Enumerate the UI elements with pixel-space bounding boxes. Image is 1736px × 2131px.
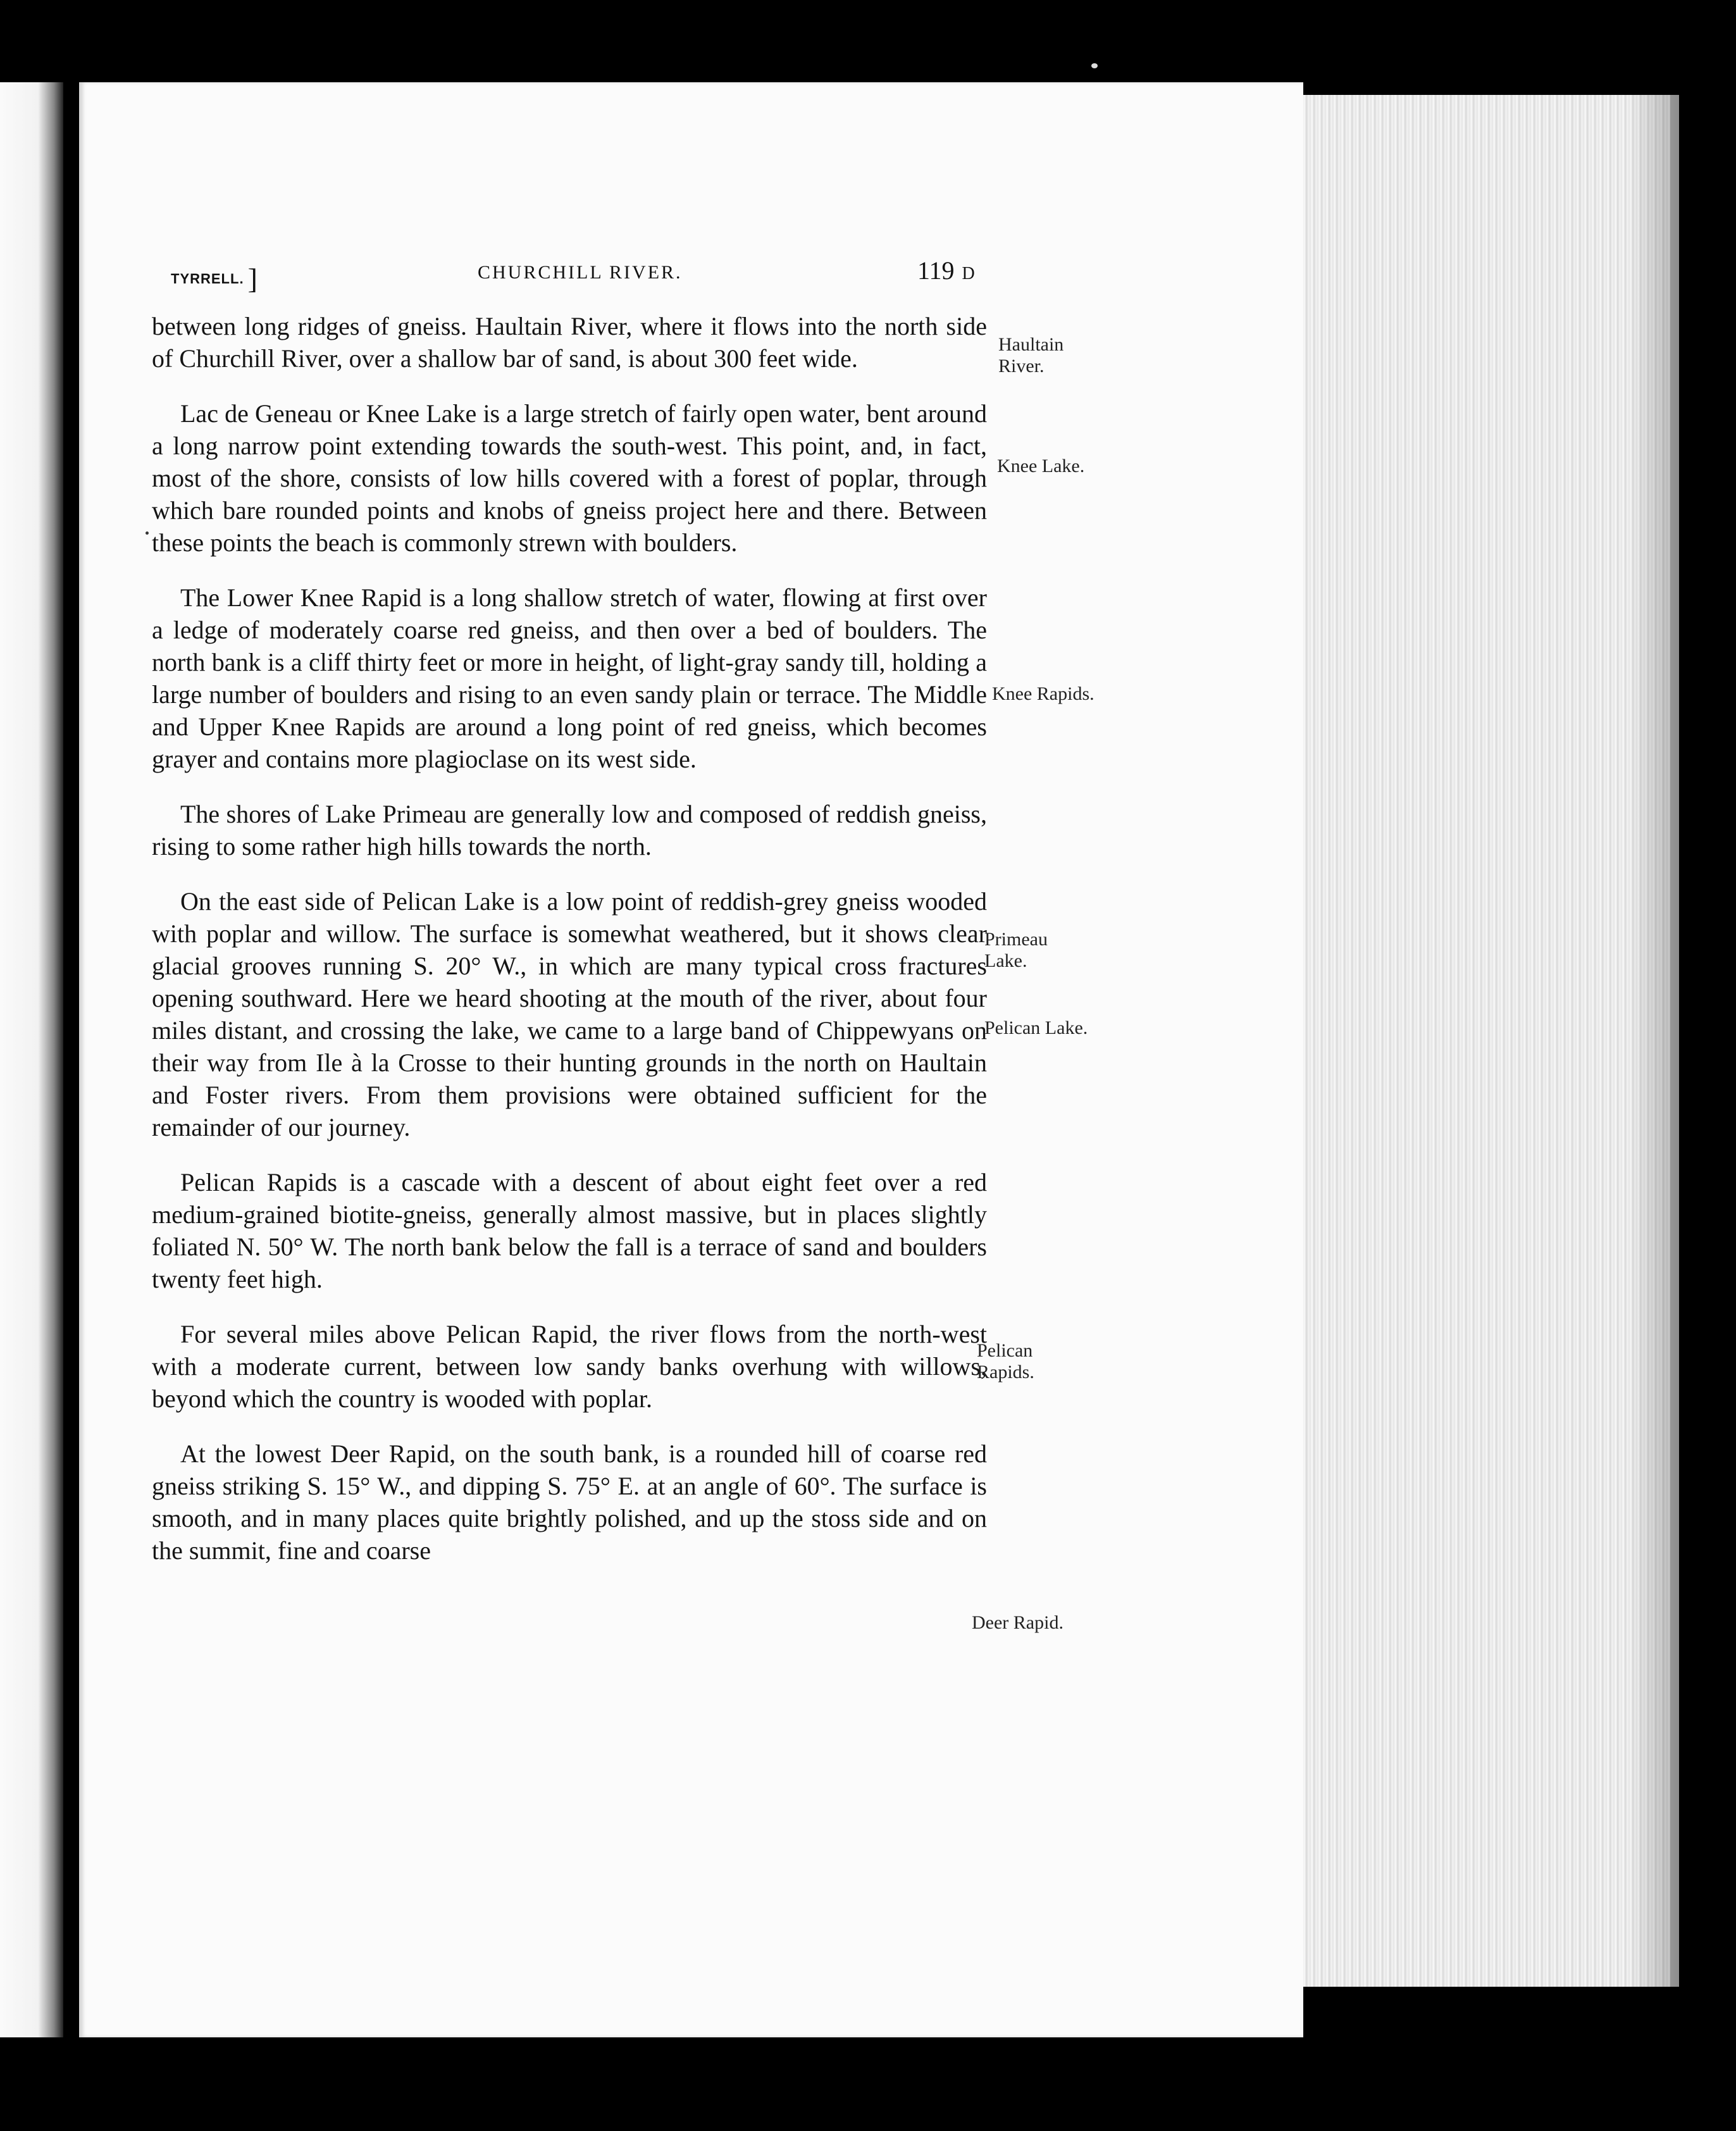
paragraph-knee-rapids: The Lower Knee Rapid is a long shallow stretch of water, flowing at first over a ledge of moderately coarse red gneiss, and then over a bed of boulders. The north bank is a cliff thirty feet or more in height, of light-gray sandy till, holding a large number of boulders and rising to an even sandy plain or terrace. The Middle and Upper Knee Rapids are around a long point of red gneiss, which becomes grayer and contains more plagioclase on its west side. <box>152 583 987 773</box>
paragraph-haultain-river: between long ridges of gneiss. Haultain River, where it flows into the north side of Churchill River, over a shallow bar of sand, is about 300 feet wide. <box>152 312 987 373</box>
scan-speck <box>146 531 149 535</box>
paragraph-deer-rapid: At the lowest Deer Rapid, on the south bank, is a rounded hill of coarse red gneiss striking S. 15° W., and dipping S. 75° E. at an angle of 60°. The surface is smooth, and in many places quite brightly polished, and up the stoss side and on the summit, fine and coarse <box>152 1439 987 1565</box>
side-note-deer-rapid: Deer Rapid. <box>972 1612 1063 1633</box>
paragraph-above-pelican-rapid: For several miles above Pelican Rapid, the river flows from the north-west with a moderate current, between low sandy banks overhung with willows, beyond which the country is wooded with poplar. <box>152 1320 987 1413</box>
paragraph-pelican-rapids: Pelican Rapids is a cascade with a descent of about eight feet over a red medium-grained biotite-gneiss, generally almost massive, but in places slightly foliated N. 50° W. The north bank below the fall is a terrace of sand and boulders twenty feet high. <box>152 1168 987 1293</box>
running-author: TYRRELL. ] <box>171 263 258 295</box>
side-note-haultain-river: Haultain River. <box>998 334 1064 376</box>
side-note-knee-lake: Knee Lake. <box>997 456 1085 476</box>
page-number-suffix: D <box>962 264 975 283</box>
left-page-edge <box>0 82 63 2037</box>
running-title: CHURCHILL RIVER. <box>478 262 683 283</box>
page-number: 119 D <box>917 256 975 285</box>
body-text <box>152 310 987 1589</box>
paragraph-primeau-lake: The shores of Lake Primeau are generally low and composed of reddish gneiss, rising to some rather high hills towards the north. <box>152 800 987 860</box>
side-note-knee-rapids: Knee Rapids. <box>992 683 1094 704</box>
side-note-pelican-lake: Pelican Lake. <box>984 1017 1088 1038</box>
paragraph-knee-lake: Lac de Geneau or Knee Lake is a large stretch of fairly open water, bent around a long narrow point extending towards the south-west. This point, and, in fact, most of the shore, consists of low hills covered with a forest of poplar, through which bare rounded points and knobs of gneiss project here and there. Between these points the beach is commonly strewn with boulders. <box>152 399 987 557</box>
scan-speck <box>1091 63 1098 68</box>
side-note-primeau-lake: Primeau Lake. <box>984 929 1048 971</box>
running-header <box>171 253 993 304</box>
paragraph-pelican-lake: On the east side of Pelican Lake is a low point of reddish-grey gneiss wooded with poplar and willow. The surface is somewhat weathered, but it shows clear glacial grooves running S. 20° W., in which are many typical cross fractures opening southward. Here we heard shooting at the mouth of the river, about four miles distant, and crossing the lake, we came to a large band of Chippewyans on their way from Ile à la Crosse to their hunting grounds in the north on Haultain and Foster rivers. From them provisions were obtained sufficient for the remainder of our journey. <box>152 887 987 1141</box>
header-bracket: ] <box>247 263 258 295</box>
page-stack-edge <box>1278 95 1679 1987</box>
side-note-pelican-rapids: Pelican Rapids. <box>977 1340 1034 1382</box>
